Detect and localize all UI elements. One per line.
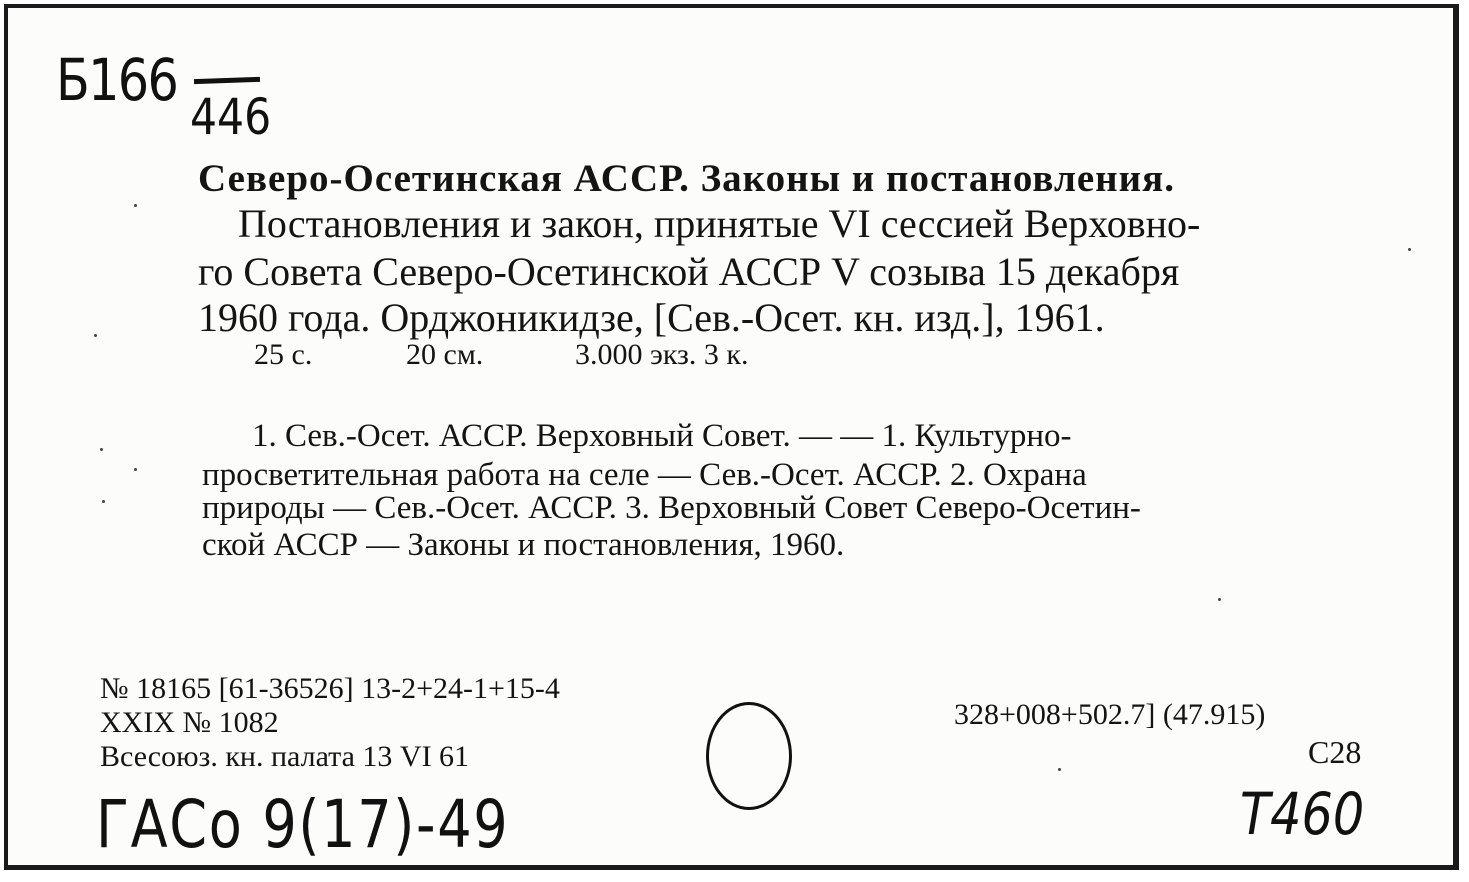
shelf-mark: Б166 <box>56 46 178 114</box>
description-line: 1960 года. Орджоникидзе, [Сев.-Осет. кн. изд.], 1961. <box>198 295 1105 340</box>
scan-speck <box>1218 598 1221 601</box>
subject-line: природы — Сев.-Осет. АССР. 3. Верховный Совет Северо-Осетин- <box>202 490 1141 526</box>
archive-code: ГАСо 9(17)-49 <box>96 786 510 863</box>
description-line: го Совета Северо-Осетинской АССР V созыва 15 декабря <box>198 249 1180 294</box>
subject-line: просветительная работа на селе — Сев.-Осет. АССР. 2. Охрана <box>202 457 1087 493</box>
inventory-code: Т460 <box>1240 780 1365 848</box>
card-heading: Северо-Осетинская АССР. Законы и постановления. <box>198 157 1175 200</box>
subject-line: 1. Сев.-Осет. АССР. Верховный Совет. — — 1. Культурно- <box>252 418 1072 454</box>
scan-speck <box>102 500 105 503</box>
scan-speck <box>134 204 137 207</box>
punch-hole-ring <box>706 702 792 810</box>
classification-index: 328+008+502.7] (47.915) <box>954 698 1266 731</box>
subject-line: ской АССР — Законы и постановления, 1960. <box>202 527 845 563</box>
scan-speck <box>1058 768 1061 771</box>
scan-speck <box>134 468 137 471</box>
registration-number: № 18165 [61-36526] 13-2+24-1+15-4 <box>100 672 560 705</box>
shelf-mark-sub: 446 <box>190 88 272 146</box>
scan-speck <box>100 448 103 451</box>
scan-speck <box>1408 248 1411 251</box>
collation-print-run: 3.000 экз. 3 к. <box>575 338 749 371</box>
series-number: XXIX № 1082 <box>100 706 279 739</box>
catalog-card <box>4 4 1459 870</box>
collation-pages: 25 с. <box>254 338 313 371</box>
shelf-mark-rule <box>194 77 260 84</box>
author-mark: С28 <box>1308 734 1362 770</box>
description-line: Постановления и закон, принятые VI сессией Верховно- <box>238 201 1201 246</box>
collation-size: 20 см. <box>406 338 484 371</box>
chamber-stamp: Всесоюз. кн. палата 13 VI 61 <box>100 740 470 773</box>
scan-speck <box>94 334 97 337</box>
